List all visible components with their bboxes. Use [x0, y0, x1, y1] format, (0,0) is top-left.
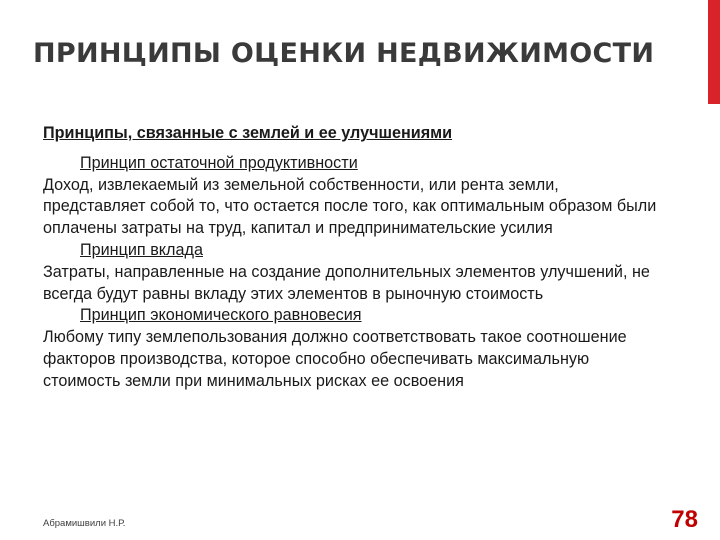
- principle-title-residual-productivity: Принцип остаточной продуктивности: [80, 153, 358, 172]
- page-number: 78: [671, 506, 698, 533]
- principle-text-residual-productivity: Доход, извлекаемый из земельной собственности, или рента земли, представляет собой то, что остается после того, как оптимальным образом были оплачены затраты на труд, капитал и предпринимательские усилия: [43, 175, 657, 238]
- slide-content: [43, 123, 663, 393]
- slide-title: ПРИНЦИПЫ ОЦЕНКИ НЕДВИЖИМОСТИ: [33, 38, 655, 69]
- principle-title-economic-balance: Принцип экономического равновесия: [80, 306, 362, 325]
- principle-title-contribution: Принцип вклада: [80, 240, 203, 259]
- section-heading: Принципы, связанные с землей и ее улучшениями: [43, 124, 453, 142]
- accent-bar: [708, 0, 720, 104]
- principle-text-contribution: Затраты, направленные на создание дополнительных элементов улучшений, не всегда будут равны вкладу этих элементов в рыночную стоимость: [43, 262, 650, 303]
- footer-author: Абрамишвили Н.Р.: [43, 518, 126, 529]
- principle-text-economic-balance: Любому типу землепользования должно соответствовать такое соотношение факторов производства, которое способно обеспечивать максимальную стоимость земли при минимальных рисках ее освоения: [43, 328, 627, 390]
